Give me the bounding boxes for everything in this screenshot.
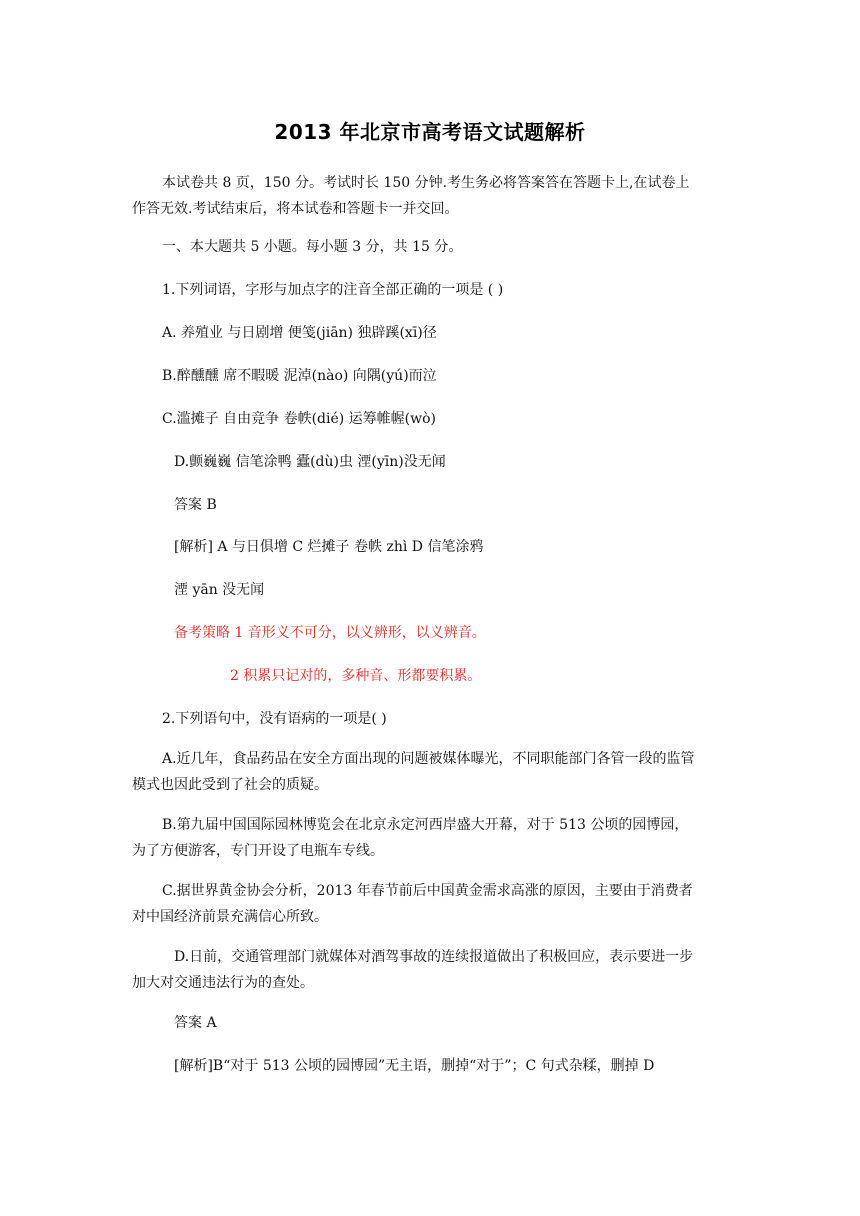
question-2-analysis: [解析]B“对于 513 公顷的园博园”无主语，删掉“对于”；C 句式杂糅，删掉 D <box>174 1058 655 1074</box>
section-heading: 一、本大题共 5 小题。每小题 3 分，共 15 分。 <box>162 239 463 255</box>
question-1-option-b: B.醉醺醺 席不暇暖 泥淖(nào) 向隅(yú)而泣 <box>162 368 437 384</box>
question-2-answer: 答案 A <box>174 1015 217 1031</box>
question-1-option-c: C.滥摊子 自由竞争 卷帙(dié) 运筹帷幄(wò) <box>162 411 436 427</box>
question-1-stem: 1.下列词语，字形与加点字的注音全部正确的一项是 ( ) <box>162 282 504 298</box>
intro-paragraph: 本试卷共 8 页，150 分。考试时长 150 分钟.考生务必将答案答在答题卡上,在试卷上作答无效.考试结束后，将本试卷和答题卡一并交回。 <box>132 175 690 217</box>
question-2-option-c: C.据世界黄金协会分析，2013 年春节前后中国黄金需求高涨的原因，主要由于消费者对中国经济前景充满信心所致。 <box>132 883 693 925</box>
question-1-analysis-continued: 湮 yān 没无闻 <box>174 582 265 598</box>
question-2-stem: 2.下列语句中，没有语病的一项是( ) <box>162 711 387 727</box>
question-1-option-d: D.颤巍巍 信笔涂鸭 蠹(dù)虫 湮(yīn)没无闻 <box>174 454 446 470</box>
question-2-option-d: D.日前，交通管理部门就媒体对酒驾事故的连续报道做出了积极回应，表示要进一步加大对交通违法行为的查处。 <box>132 949 694 991</box>
question-1-answer: 答案 B <box>174 497 217 513</box>
question-1-strategy-1: 备考策略 1 音形义不可分，以义辨形，以义辨音。 <box>174 625 486 641</box>
question-1-analysis: [解析] A 与日俱增 C 烂摊子 卷帙 zhì D 信笔涂鸦 <box>174 539 484 555</box>
question-1-option-a: A. 养殖业 与日剧增 便笺(jiān) 独辟蹊(xī)径 <box>162 325 437 341</box>
question-2-option-b: B.第九届中国国际园林博览会在北京永定河西岸盛大开幕，对于 513 公顷的园博园，为了方便游客，专门开设了电瓶车专线。 <box>132 817 689 859</box>
question-1-strategy-2: 2 积累只记对的，多种音、形都要积累。 <box>230 668 482 684</box>
page-title: 2013 年北京市高考语文试题解析 <box>274 120 586 144</box>
question-2-option-a: A.近几年，食品药品在安全方面出现的问题被媒体曝光，不同职能部门各管一段的监管模式也因此受到了社会的质疑。 <box>132 751 695 793</box>
